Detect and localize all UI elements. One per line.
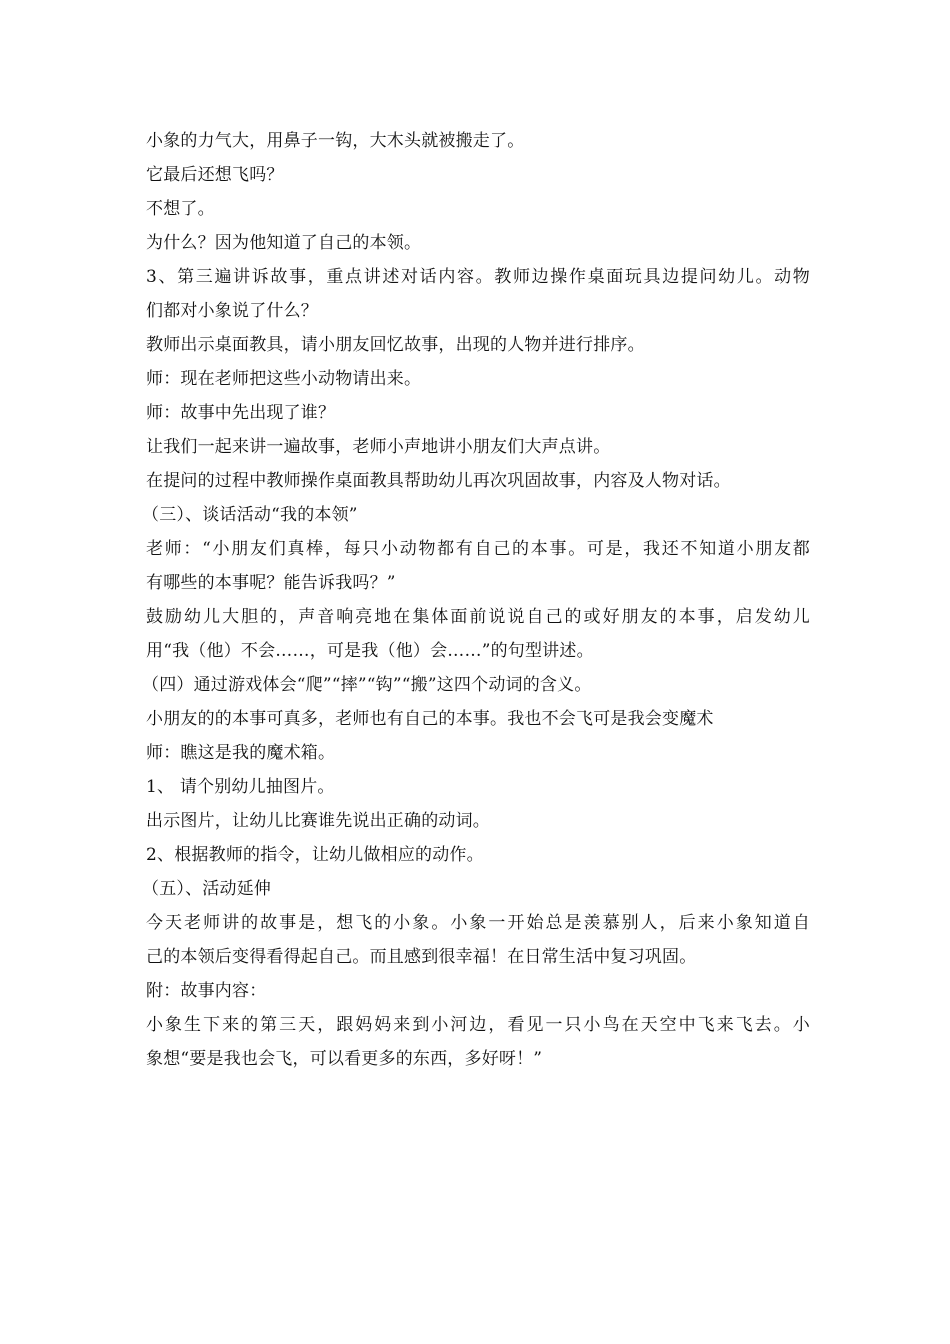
paragraph-line: 们都对小象说了什么？ xyxy=(146,301,318,321)
paragraph-line: 让我们一起来讲一遍故事，老师小声地讲小朋友们大声点讲。 xyxy=(146,437,611,457)
paragraph-line: 不想了。 xyxy=(146,199,215,219)
paragraph-line: 小朋友的的本事可真多，老师也有自己的本事。我也不会飞可是我会变魔术 xyxy=(146,709,714,729)
paragraph-line: 师：瞧这是我的魔术箱。 xyxy=(146,743,336,763)
paragraph-line: 老师：“小朋友们真棒，每只小动物都有自己的本事。可是，我还不知道小朋友都 xyxy=(146,539,810,559)
list-item: 1、 请个别幼儿抽图片。 xyxy=(146,777,335,797)
paragraph-line: 师：故事中先出现了谁？ xyxy=(146,403,336,423)
paragraph-line: 3、第三遍讲诉故事，重点讲述对话内容。教师边操作桌面玩具边提问幼儿。动物 xyxy=(146,267,810,287)
paragraph-line: 鼓励幼儿大胆的，声音响亮地在集体面前说说自己的或好朋友的本事，启发幼儿 xyxy=(146,607,810,627)
paragraph-line: 为什么？因为他知道了自己的本领。 xyxy=(146,233,422,253)
document-body xyxy=(142,124,810,1076)
paragraph-line: 用“我（他）不会……，可是我（他）会……”的句型讲述。 xyxy=(146,641,594,661)
paragraph-line: 今天老师讲的故事是，想飞的小象。小象一开始总是羡慕别人，后来小象知道自 xyxy=(146,913,810,933)
paragraph-line: 它最后还想飞吗？ xyxy=(146,165,284,185)
paragraph-line: 教师出示桌面教具，请小朋友回忆故事，出现的人物并进行排序。 xyxy=(146,335,645,355)
section-heading: （三）、谈话活动“我的本领” xyxy=(142,505,358,525)
section-heading: （四）通过游戏体会“爬”“摔”“钩”“搬”这四个动词的含义。 xyxy=(142,675,592,695)
paragraph-line: 小象生下来的第三天，跟妈妈来到小河边，看见一只小鸟在天空中飞来飞去。小 xyxy=(146,1015,810,1035)
list-item: 2、根据教师的指令，让幼儿做相应的动作。 xyxy=(146,845,484,865)
paragraph-line: 小象的力气大，用鼻子一钩，大木头就被搬走了。 xyxy=(146,131,525,151)
section-heading: （五）、活动延伸 xyxy=(142,879,272,899)
paragraph-line: 有哪些的本事呢？能告诉我吗？” xyxy=(146,573,396,593)
paragraph-line: 在提问的过程中教师操作桌面教具帮助幼儿再次巩固故事，内容及人物对话。 xyxy=(146,471,731,491)
paragraph-line: 己的本领后变得看得起自己。而且感到很幸福！在日常生活中复习巩固。 xyxy=(146,947,697,967)
paragraph-line: 出示图片，让幼儿比赛谁先说出正确的动词。 xyxy=(146,811,490,831)
appendix-heading: 附：故事内容： xyxy=(146,981,267,1001)
paragraph-line: 象想“要是我也会飞，可以看更多的东西，多好呀！” xyxy=(146,1049,543,1069)
paragraph-line: 师：现在老师把这些小动物请出来。 xyxy=(146,369,422,389)
